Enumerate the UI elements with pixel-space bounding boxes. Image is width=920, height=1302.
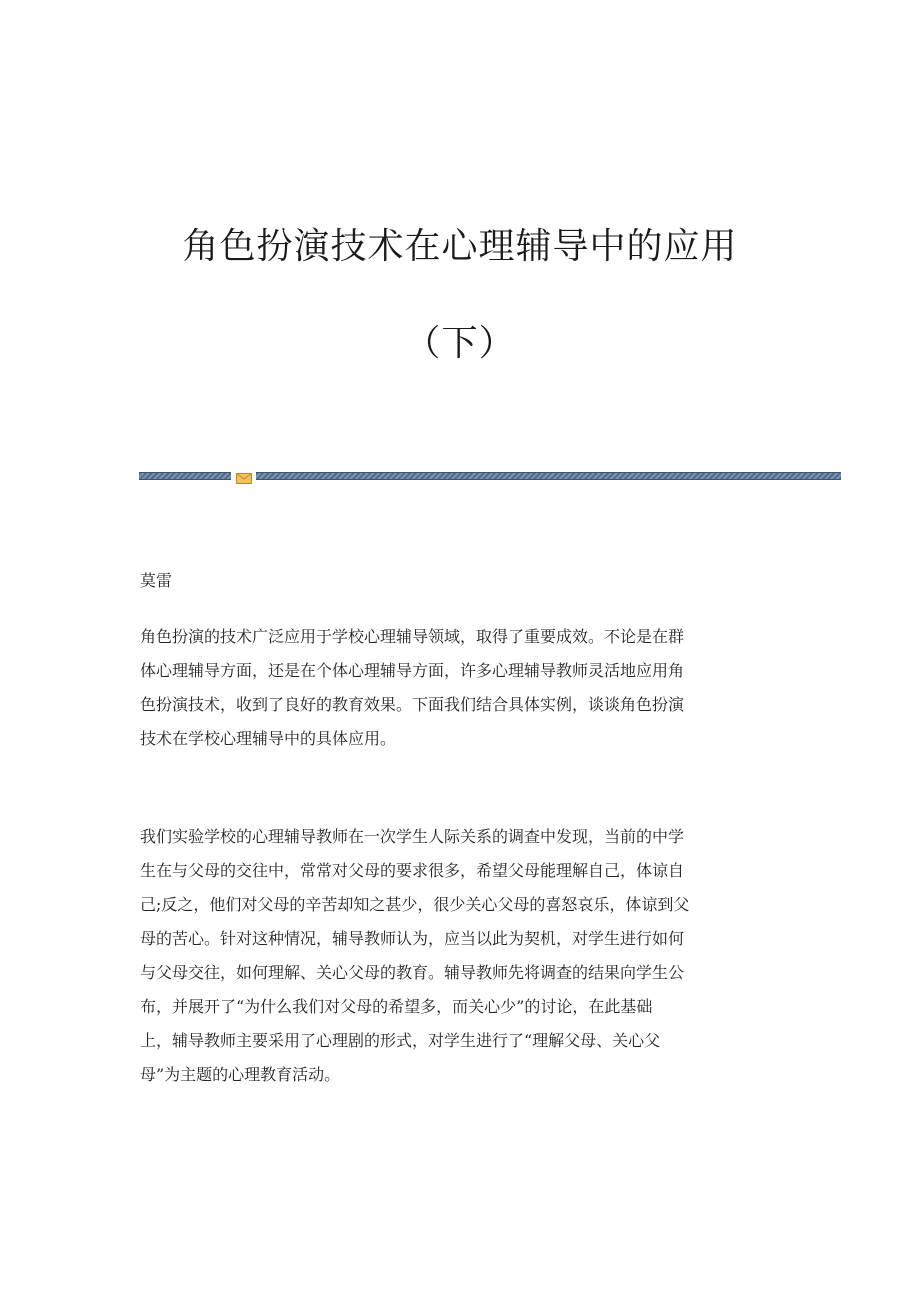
paragraph-line: 体心理辅导方面，还是在个体心理辅导方面，许多心理辅导教师灵活地应用角 bbox=[140, 661, 685, 680]
paragraph-line: 上，辅导教师主要采用了心理剧的形式，对学生进行了“理解父母、关心父 bbox=[140, 1031, 661, 1050]
document-subtitle: （下） bbox=[404, 323, 516, 364]
paragraph-case bbox=[140, 825, 780, 1097]
title-divider bbox=[139, 469, 841, 480]
paragraph-line: 技术在学校心理辅导中的具体应用。 bbox=[140, 729, 397, 748]
paragraph-line: 色扮演技术，收到了良好的教育效果。下面我们结合具体实例，谈谈角色扮演 bbox=[140, 695, 685, 714]
paragraph-line: 与父母交往，如何理解、关心父母的教育。辅导教师先将调查的结果向学生公 bbox=[140, 963, 685, 982]
paragraph-line: 我们实验学校的心理辅导教师在一次学生人际关系的调查中发现，当前的中学 bbox=[140, 827, 685, 846]
envelope-icon bbox=[236, 469, 252, 480]
paragraph-line: 角色扮演的技术广泛应用于学校心理辅导领域，取得了重要成效。不论是在群 bbox=[140, 627, 685, 646]
divider-bar-right bbox=[256, 472, 841, 480]
paragraph-line: 布，并展开了“为什么我们对父母的希望多，而关心少”的讨论，在此基础 bbox=[140, 997, 653, 1016]
paragraph-line: 生在与父母的交往中，常常对父母的要求很多，希望父母能理解自己，体谅自 bbox=[140, 861, 685, 880]
paragraph-intro bbox=[140, 625, 780, 761]
divider-bar-left bbox=[139, 472, 231, 480]
paragraph-line: 母的苦心。针对这种情况，辅导教师认为，应当以此为契机，对学生进行如何 bbox=[140, 929, 685, 948]
document-title: 角色扮演技术在心理辅导中的应用 bbox=[182, 226, 738, 267]
paragraph-line: 母”为主题的心理教育活动。 bbox=[140, 1065, 341, 1084]
paragraph-line: 己;反之，他们对父母的辛苦却知之甚少，很少关心父母的喜怒哀乐，体谅到父 bbox=[140, 895, 690, 914]
author-name: 莫雷 bbox=[140, 571, 173, 590]
